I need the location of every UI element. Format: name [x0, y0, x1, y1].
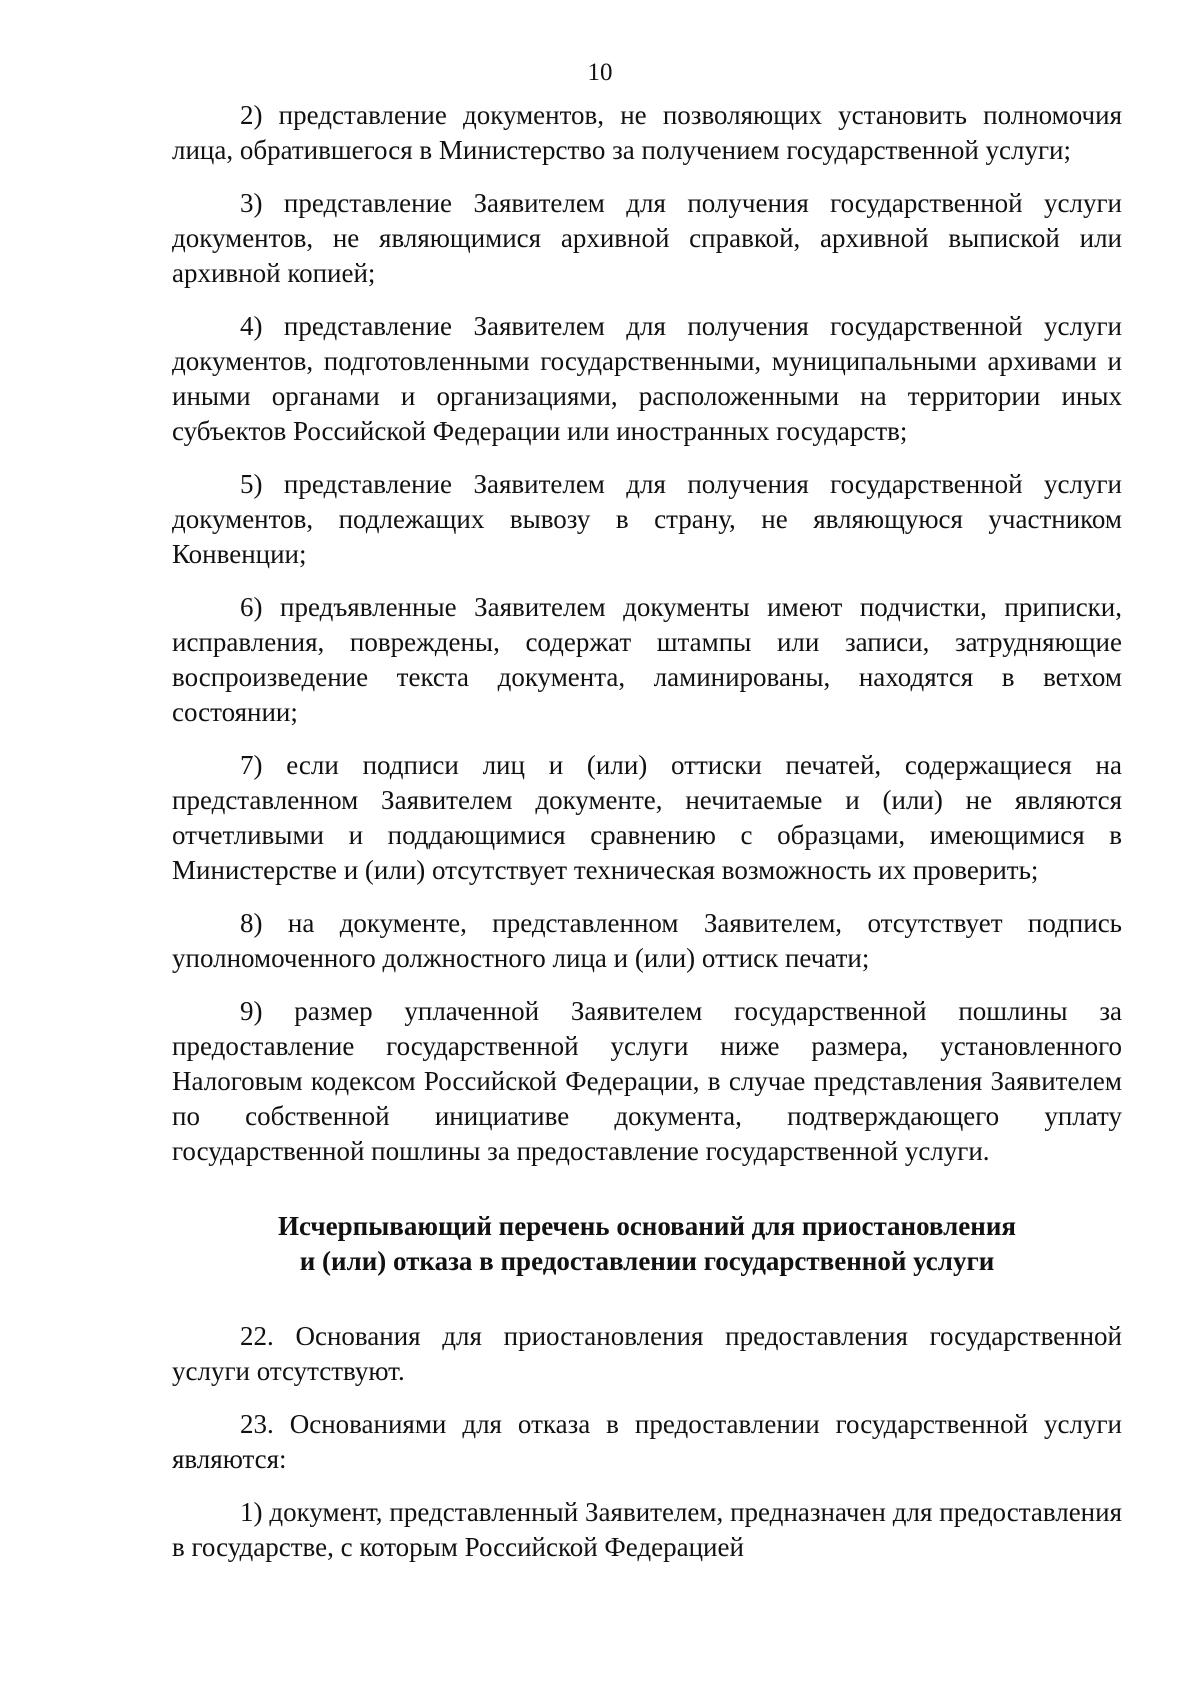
- clause-paragraph: 1) документ, представленный Заявителем, предназначен для предоставления в государстве, с которым Российской Федерацией: [172, 1497, 1122, 1562]
- list-item: 6) предъявленные Заявителем документы имеют подчистки, приписки, исправления, повреждены, содержат штампы или записи, затрудняющие воспроизведение текста документа, ламинированы, находятся в ветхом состоянии;: [172, 592, 1122, 727]
- list-item: 2) представление документов, не позволяющих установить полномочия лица, обратившегося в Министерство за получением государственной услуги;: [172, 100, 1122, 165]
- section-heading-line: и (или) отказа в предоставлении государственной услуги: [299, 1246, 995, 1276]
- section-heading-line: Исчерпывающий перечень оснований для приостановления: [277, 1211, 1017, 1241]
- page-number: 10: [587, 59, 613, 86]
- list-item: 4) представление Заявителем для получения государственной услуги документов, подготовленными государственными, муниципальными архивами и иными органами и организациями, расположенными на территории иных субъектов Российской Федерации или иностранных государств;: [172, 311, 1122, 446]
- list-item: 9) размер уплаченной Заявителем государственной пошлины за предоставление государственной услуги ниже размера, установленного Налоговым кодексом Российской Федерации, в случае представления Заявителем по собственной инициативе документа, подтверждающего уплату государственной пошлины за предоставление государственной услуги.: [172, 996, 1122, 1166]
- list-item: 7) если подписи лиц и (или) оттиски печатей, содержащиеся на представленном Заявителем документе, нечитаемые и (или) не являются отчетливыми и поддающимися сравнению с образцами, имеющимися в Министерстве и (или) отсутствует техническая возможность их проверить;: [172, 750, 1122, 885]
- list-item: 8) на документе, представленном Заявителем, отсутствует подпись уполномоченного должностного лица и (или) оттиск печати;: [172, 908, 1122, 973]
- document-body: [172, 98, 1122, 1565]
- list-item: 3) представление Заявителем для получения государственной услуги документов, не являющимися архивной справкой, архивной выпиской или архивной копией;: [172, 188, 1122, 288]
- list-item: 5) представление Заявителем для получения государственной услуги документов, подлежащих вывозу в страну, не являющуюся участником Конвенции;: [172, 469, 1122, 569]
- section-heading: [172, 1209, 1122, 1279]
- clause-paragraph: 22. Основания для приостановления предоставления государственной услуги отсутствуют.: [172, 1321, 1122, 1386]
- clause-paragraph: 23. Основаниями для отказа в предоставлении государственной услуги являются:: [172, 1409, 1122, 1474]
